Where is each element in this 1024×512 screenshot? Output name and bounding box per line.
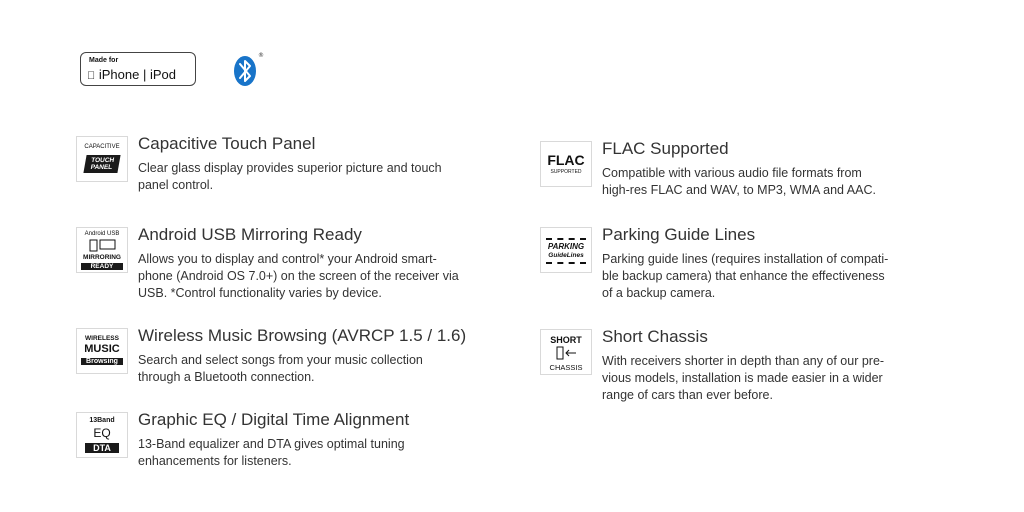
feature-description: Parking guide lines (requires installation of compati- ble backup camera) that enhance the effectiveness of a backup camera. [602, 252, 889, 300]
apple-logo-icon [87, 70, 95, 82]
feature-title: Short Chassis [602, 327, 708, 346]
feature-description: Clear glass display provides superior picture and touch panel control. [138, 161, 442, 192]
feature-description: With receivers shorter in depth than any of our pre- vious models, installation is made easier in a wider range of cars than ever before. [602, 354, 885, 402]
svg-text:®: ® [258, 52, 264, 59]
feature-title: Parking Guide Lines [602, 225, 756, 244]
dashed-line-bottom [546, 262, 586, 264]
feature-description: Allows you to display and control* your Android smart- phone (Android OS 7.0+) on the screen of the receiver via USB. *Control functionality varies by device. [138, 252, 459, 300]
android-mirroring-icon: Android USB MIRRORING READY [76, 227, 128, 273]
flac-icon: FLAC SUPPORTED [540, 141, 592, 187]
short-chassis-icon: SHORT CHASSIS [540, 329, 592, 375]
dashed-line-top [546, 238, 586, 240]
phone-screen-icon [89, 239, 117, 252]
chassis-arrow-icon [556, 346, 578, 360]
feature-title: Wireless Music Browsing (AVRCP 1.5 / 1.6) [138, 326, 467, 345]
parking-guide-lines-icon: PARKING GuideLines [540, 227, 592, 273]
feature-title: Android USB Mirroring Ready [138, 225, 362, 244]
feature-description: Search and select songs from your music collection through a Bluetooth connection. [138, 353, 423, 384]
feature-description: 13-Band equalizer and DTA gives optimal tuning enhancements for listeners. [138, 437, 405, 468]
mfi-big-text: iPhone | iPod [87, 67, 165, 82]
feature-title: FLAC Supported [602, 139, 729, 158]
feature-description: Compatible with various audio file formats from high-res FLAC and WAV, to MP3, WMA and AAC. [602, 166, 876, 197]
made-for-iphone-ipod-badge [80, 52, 196, 86]
mfi-small-text: Made for [89, 57, 119, 64]
graphic-eq-icon: 13Band EQ DTA [76, 412, 128, 458]
feature-title: Graphic EQ / Digital Time Alignment [138, 410, 410, 429]
capacitive-touch-panel-icon: CAPACITIVE TOUCH PANEL [76, 136, 128, 182]
feature-title: Capacitive Touch Panel [138, 134, 316, 153]
touch-panel-label-box: TOUCH PANEL [83, 155, 120, 173]
wireless-music-icon: WIRELESS MUSIC Browsing [76, 328, 128, 374]
bluetooth-icon [232, 50, 262, 88]
